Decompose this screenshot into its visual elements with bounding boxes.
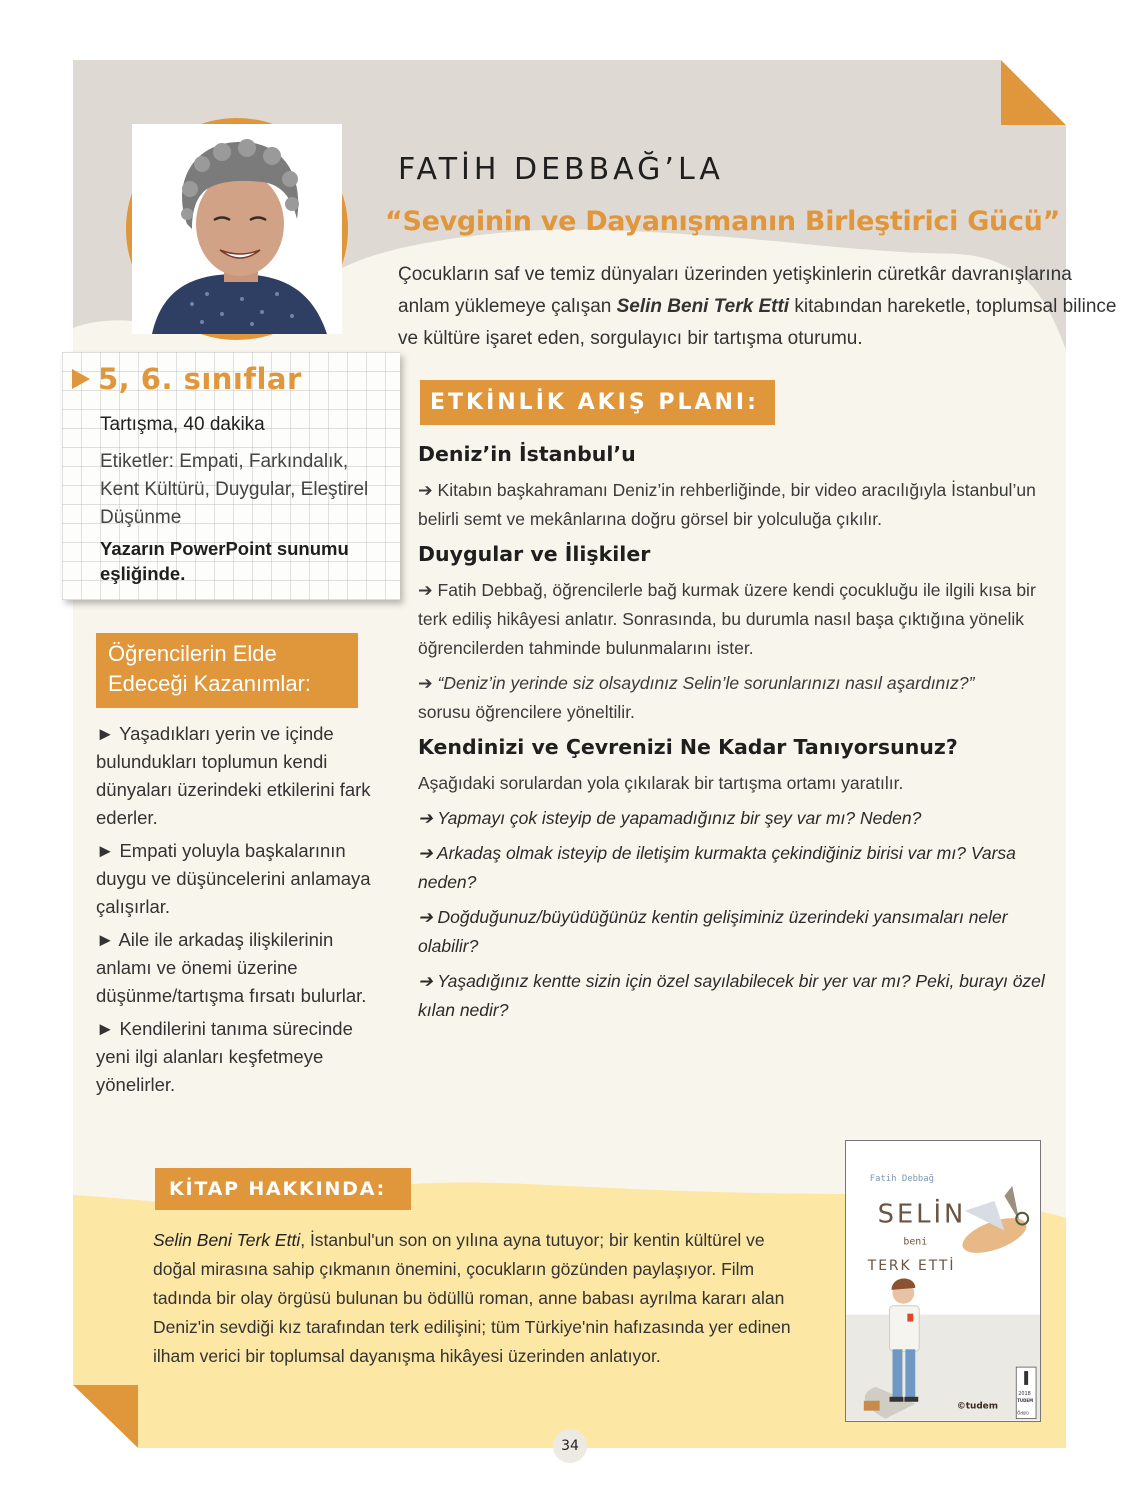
cover-title-2: beni [903,1236,928,1248]
book-cover-illustration [846,1141,1040,1421]
discussion-question-text: Arkadaş olmak isteyip de iletişim kurmakta çekindiğiniz birisi var mı? Varsa neden? [418,843,1016,892]
plan-section [418,735,1048,1025]
plan-paragraph [418,576,1048,663]
award-name: TUDEM [1017,1397,1034,1403]
cover-title-3: TERK ETTİ [867,1258,956,1275]
plan-section-title: Deniz’in İstanbul’u [418,442,636,466]
outcome-item [96,926,376,1010]
outcome-text: Yaşadıkları yerin ve içinde bulundukları toplumun kendi dünyaları üzerindeki etkilerini fark ederler. [96,723,371,828]
arrow-icon: ➔ [418,480,433,500]
intro-book-title: Selin Beni Terk Etti [616,296,790,317]
outcome-item [96,837,376,921]
session-note: Yazarın PowerPoint sunumu eşliğinde. [100,538,349,584]
plan-question: “Deniz’in yerinde siz olsaydınız Selin’le sorunlarınızı nasıl aşardınız?” [437,673,975,693]
discussion-question-text: Yapmayı çok isteyip de yapamadığınız bir şey var mı? Neden? [437,808,922,828]
bullet-triangle-icon: ► [96,1018,115,1039]
session-title: “Sevginin ve Dayanışmanın Birleştirici Gücü” [385,206,1061,237]
discussion-question [418,903,1048,961]
arrow-icon: ➔ [418,971,433,991]
plan-lead: Aşağıdaki sorulardan yola çıkılarak bir tartışma ortamı yaratılır. [418,773,904,793]
session-format: Tartışma, 40 dakika [100,414,265,435]
discussion-question-text: Doğduğunuz/büyüdüğünüz kentin gelişiminiz üzerindeki yansımaları neler olabilir? [418,907,1008,956]
cover-author: Fatih Debbağ [869,1174,934,1185]
book-description [153,1226,803,1371]
award-year: 2018 [1018,1390,1031,1397]
activity-plan [418,442,1048,1033]
outcome-item [96,720,376,832]
plan-paragraph [418,476,1048,534]
author-portrait-icon [132,124,342,334]
discussion-question [418,967,1048,1025]
plan-question-paragraph [418,669,1048,727]
outcome-text: Aile ile arkadaş ilişkilerinin anlamı ve önemi üzerine düşünme/tartışma fırsatı bulurlar. [96,929,367,1006]
cover-publisher: ©tudem [956,1401,998,1412]
book-cover [845,1140,1041,1422]
bullet-triangle-icon: ► [96,840,115,861]
page-number: 34 [553,1429,587,1463]
outcomes-list [96,720,376,1104]
intro-text-before: Çocukların saf ve temiz dünyaları üzerinden yetişkinlerin cüretkâr davranışlarına anlam yüklemeye çalışan [398,264,1072,317]
plan-heading: ETKİNLİK AKIŞ PLANI: [420,380,775,425]
plan-section [418,442,1048,534]
arrow-icon: ➔ [418,808,433,828]
intro-text-after: kitabından hareketle, toplumsal bilince ve kültüre işaret eden, sorgulayıcı bir tartışma oturumu. [398,296,1117,349]
arrow-icon: ➔ [418,580,433,600]
plan-section-title: Kendinizi ve Çevrenizi Ne Kadar Tanıyorsunuz? [418,735,958,759]
outcome-text: Empati yoluyla başkalarının duygu ve düşüncelerini anlamaya çalışırlar. [96,840,371,917]
author-title: FATİH DEBBAĞ’LA [398,152,724,187]
plan-section-title: Duygular ve İlişkiler [418,542,651,566]
brochure-page [73,60,1117,1448]
plan-paragraph-text: Kitabın başkahramanı Deniz’in rehberliğinde, bir video aracılığıyla İstanbul’un belirli semt ve mekânlarına doğru görsel bir yolculuğa çıkılır. [418,480,1036,529]
award-badge [1016,1367,1036,1418]
intro-paragraph [398,259,1118,355]
plan-paragraph-text: Fatih Debbağ, öğrencilerle bağ kurmak üzere kendi çocukluğu ile ilgili kısa bir terk ediliş hikâyesi anlatır. Sonrasında, bu durumla nasıl başa çıktığına yönelik öğrencilerden tahminde bulunmalarını ister. [418,580,1036,658]
outcome-text: Kendilerini tanıma sürecinde yeni ilgi alanları keşfetmeye yönelirler. [96,1018,353,1095]
arrow-icon: ➔ [418,843,433,863]
play-triangle-icon [72,369,90,389]
arrow-icon: ➔ [418,907,433,927]
author-photo [126,118,348,340]
plan-question-after: sorusu öğrencilere yöneltilir. [418,702,635,722]
bullet-triangle-icon: ► [96,723,115,744]
session-tags: Etiketler: Empati, Farkındalık, Kent Kültürü, Duygular, Eleştirel Düşünme [100,451,369,528]
book-description-text: , İstanbul'un son on yılına ayna tutuyor; bir kentin kültürel ve doğal mirasına sahip çıkmanın önemini, çocukların gözünden paylaşıyor. Film tadında bir olay örgüsü bulunan bu ödüllü roman, anne babası ayrılma kararı alan Deniz'in sevdiği kız tarafından terk edilişini; tüm Türkiye'nin hafızasında yer edinen ilham verici bir toplumsal dayanışma hikâyesi üzerinden anlatıyor. [153,1230,791,1366]
outcomes-heading: Öğrencilerin Elde Edeceği Kazanımlar: [96,633,358,708]
book-heading: KİTAP HAKKINDA: [155,1168,411,1210]
bullet-triangle-icon: ► [96,929,115,950]
discussion-question-text: Yaşadığınız kentte sizin için özel sayılabilecek bir yer var mı? Peki, burayı özel kılan nedir? [418,971,1045,1020]
cover-title-1: SELİN [877,1199,967,1230]
discussion-question [418,839,1048,897]
arrow-icon: ➔ [418,673,433,693]
outcome-item [96,1015,376,1099]
grade-label: 5, 6. sınıflar [98,362,302,396]
book-title: Selin Beni Terk Etti [153,1230,301,1250]
discussion-question [418,804,1048,833]
grade-card [62,352,400,600]
grade-heading [72,362,302,396]
plan-section [418,542,1048,727]
award-word: Ödülü [1017,1410,1029,1416]
